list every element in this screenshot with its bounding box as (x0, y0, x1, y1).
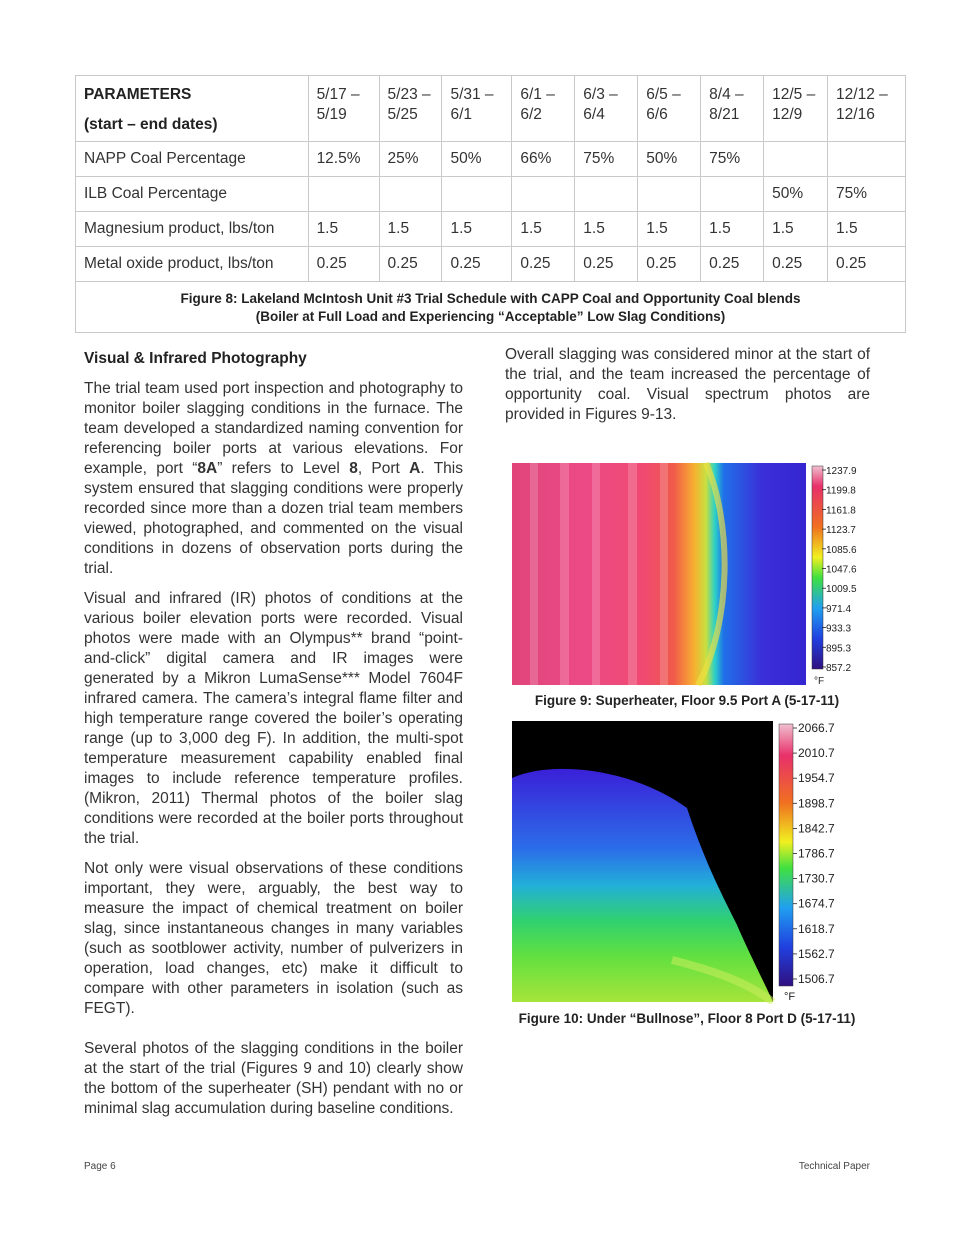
table-header-row (76, 76, 906, 142)
header-date-range: 5/17 – 5/19 (308, 76, 379, 142)
figure9-thermal-image (510, 462, 870, 690)
table-cell: 1.5 (575, 212, 638, 247)
footer-page-number: Page 6 (84, 1161, 116, 1172)
scale-tick-label: 1842.7 (798, 821, 835, 836)
header-date-range: 5/23 – 5/25 (379, 76, 442, 142)
scale-tick-label: 1618.7 (798, 921, 835, 936)
scale-tick-label: 1954.7 (798, 771, 835, 786)
table-cell: 1.5 (638, 212, 701, 247)
table-cell: 0.25 (575, 247, 638, 282)
header-date-range: 12/12 – 12/16 (828, 76, 906, 142)
paragraph-photography: Visual and infrared (IR) photos of conditions at the various boiler elevation ports were recorded. Visual photos were made with an Olympus** brand “point-and-click” digital camera and IR images were generated by a Mikron LumaSense*** Model 7604F infrared camera. The camera’s integral flame filter and high temperature range covered the boiler’s operating range (up to 3,000 deg F). In addition, the multi-spot temperature measurement capability enabled final images to include reference temperature profiles. (Mikron, 2011) Thermal photos of the boiler slag conditions were recorded at the boiler ports throughout the trial. (84, 590, 463, 847)
table-cell: 50% (442, 142, 512, 177)
scale-tick-label: 971.4 (826, 603, 852, 615)
header-date-range: 6/1 – 6/2 (512, 76, 575, 142)
header-date-range: 6/5 – 6/6 (638, 76, 701, 142)
table-cell: 1.5 (308, 212, 379, 247)
table-cell: 0.25 (379, 247, 442, 282)
table-cell: 0.25 (512, 247, 575, 282)
scale-tick-label: 1786.7 (798, 846, 835, 861)
figure10-thermal-image (512, 720, 872, 1004)
footer-document-type: Technical Paper (798, 1161, 870, 1172)
scale-tick-label: 933.3 (826, 623, 852, 635)
row-label: ILB Coal Percentage (76, 177, 309, 212)
table-cell (828, 142, 906, 177)
figure10-caption: Figure 10: Under “Bullnose”, Floor 8 Port D (5-17-11) (518, 1011, 856, 1026)
table-row (76, 247, 906, 282)
right-column (505, 345, 870, 435)
header-date-range: 6/3 – 6/4 (575, 76, 638, 142)
table-cell: 1.5 (442, 212, 512, 247)
header-parameters-label: PARAMETERS (start – end dates) (76, 76, 309, 142)
table-cell (575, 177, 638, 212)
figure10-unit-label: °F (784, 991, 796, 1003)
table-cell: 1.5 (512, 212, 575, 247)
table-cell (701, 177, 764, 212)
table-cell: 1.5 (379, 212, 442, 247)
table-row (76, 212, 906, 247)
row-label: NAPP Coal Percentage (76, 142, 309, 177)
section-heading: Visual & Infrared Photography (84, 350, 307, 367)
scale-tick-label: 857.2 (826, 663, 852, 674)
scale-tick-label: 1047.6 (826, 564, 857, 576)
table-cell (442, 177, 512, 212)
paragraph-observations: Not only were visual observations of these conditions important, they were, arguably, the best way to measure the impact of chemical treatment on boiler slag, since instantaneous changes in many variables (such as sootblower activity, number of pulverizers in operation, load changes, etc) make it difficult to compare with other parameters in isolation (such as FEGT). (84, 860, 463, 1017)
scale-tick-label: 895.3 (826, 643, 852, 655)
header-date-range: 5/31 – 6/1 (442, 76, 512, 142)
paragraph-slagging-summary: Overall slagging was considered minor at the start of the trial, and the team increased the percentage of opportunity coal. Visual spectrum photos are provided in Figures 9-13. (505, 346, 870, 423)
table-cell: 0.25 (764, 247, 828, 282)
row-label: Magnesium product, lbs/ton (76, 212, 309, 247)
table-cell: 0.25 (701, 247, 764, 282)
table-cell (638, 177, 701, 212)
scale-tick-label: 1085.6 (826, 544, 857, 556)
table-cell: 75% (575, 142, 638, 177)
scale-tick-label: 1562.7 (798, 946, 835, 961)
table-cell: 25% (379, 142, 442, 177)
paragraph-port-naming: The trial team used port inspection and photography to monitor boiler slagging conditions in the furnace. The team developed a standardized naming convention for referencing boiler ports at various elevations. For example, port “8A” refers to Level 8, Port A. This system ensured that slagging conditions were properly recorded since more than a dozen trial team members viewed, photographed, and commented on the visual conditions in dozens of observation ports during the trial. (84, 380, 463, 577)
scale-tick-label: 2010.7 (798, 746, 835, 761)
table-cell (512, 177, 575, 212)
figure9-photo (512, 463, 806, 685)
scale-tick-label: 1506.7 (798, 972, 835, 986)
scale-tick-label: 1123.7 (826, 525, 856, 537)
table-cell: 12.5% (308, 142, 379, 177)
scale-tick-label: 1009.5 (826, 584, 857, 596)
table-cell: 1.5 (701, 212, 764, 247)
figure9-color-scale (812, 466, 823, 669)
table-cell: 0.25 (638, 247, 701, 282)
table-cell (379, 177, 442, 212)
figure8-caption: Figure 8: Lakeland McIntosh Unit #3 Trial Schedule with CAPP Coal and Opportunity Coal blends (Boiler at Full Load and Experiencing “Acceptable” Low Slag Conditions) (76, 282, 906, 333)
figure10-color-scale (779, 724, 793, 986)
table-cell: 50% (764, 177, 828, 212)
scale-tick-label: 1161.8 (826, 505, 856, 517)
header-date-range: 12/5 – 12/9 (764, 76, 828, 142)
table-caption-row (76, 282, 906, 333)
scale-tick-label: 1237.9 (826, 466, 857, 477)
table-row (76, 177, 906, 212)
table-cell: 1.5 (764, 212, 828, 247)
scale-tick-label: 1674.7 (798, 896, 835, 911)
table-cell: 0.25 (308, 247, 379, 282)
left-column (84, 349, 463, 1129)
figure9-unit-label: °F (814, 676, 825, 687)
table-cell: 66% (512, 142, 575, 177)
table-cell: 75% (828, 177, 906, 212)
scale-tick-label: 2066.7 (798, 721, 835, 735)
scale-tick-label: 1898.7 (798, 796, 835, 811)
trial-schedule-table (75, 75, 906, 333)
table-cell: 50% (638, 142, 701, 177)
scale-tick-label: 1730.7 (798, 871, 835, 886)
table-cell (764, 142, 828, 177)
row-label: Metal oxide product, lbs/ton (76, 247, 309, 282)
header-date-range: 8/4 – 8/21 (701, 76, 764, 142)
paragraph-baseline: Several photos of the slagging conditions in the boiler at the start of the trial (Figures 9 and 10) clearly show the bottom of the superheater (SH) pendant with no or minimal slag accumulation during baseline conditions. (84, 1040, 463, 1117)
table-row (76, 142, 906, 177)
table-cell: 75% (701, 142, 764, 177)
table-cell: 0.25 (442, 247, 512, 282)
table-cell: 0.25 (828, 247, 906, 282)
scale-tick-label: 1199.8 (826, 485, 856, 497)
figure9-caption: Figure 9: Superheater, Floor 9.5 Port A (5-17-11) (534, 693, 840, 708)
table-cell: 1.5 (828, 212, 906, 247)
table-cell (308, 177, 379, 212)
